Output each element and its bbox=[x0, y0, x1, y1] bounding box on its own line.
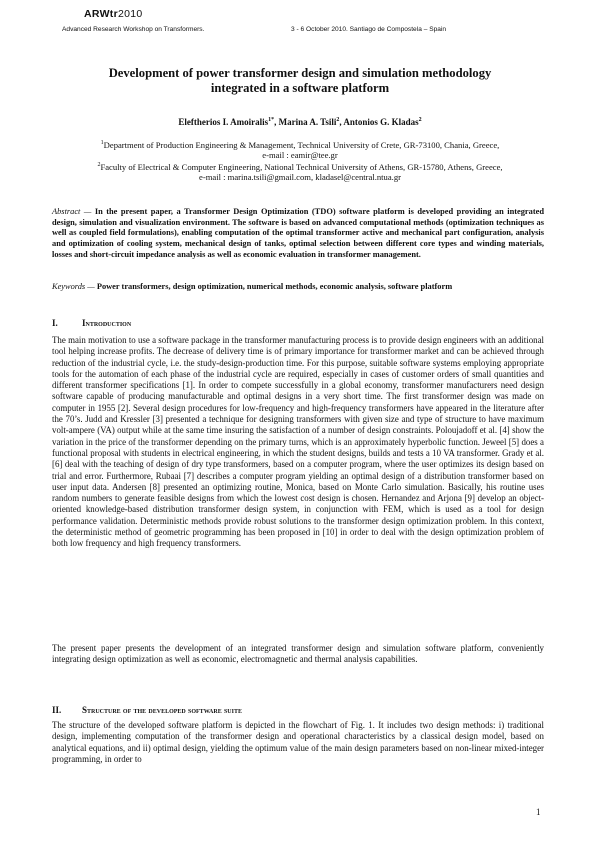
section-heading-structure bbox=[52, 705, 242, 715]
title-line-2: integrated in a software platform bbox=[210, 81, 390, 95]
title-line-1: Development of power transformer design and simulation methodology bbox=[108, 66, 492, 80]
conference-subtitle: Advanced Research Workshop on Transformers. bbox=[62, 26, 205, 33]
abstract bbox=[52, 207, 544, 261]
affiliation-2-address: Faculty of Electrical & Computer Engineering, National Technical University of Athens, GR-15780, Athens, Greece, bbox=[100, 161, 503, 172]
section-2-title: Structure of the developed software suite bbox=[82, 705, 242, 715]
author-2-sup: 2 bbox=[336, 117, 340, 123]
abstract-label: Abstract — bbox=[52, 207, 92, 216]
intro-paragraph-1: The main motivation to use a software package in the transformer manufacturing process is to provide design engineers with an additional tool helping increase profits. The decrease of delivery time is of primary importance for transformer market and can be achieved through reduction of the industrial cycle, i.e. the study-design-production time. For this purpose, suitable software systems employing appropriate tools for the automation of each phase of the industrial cycle are required, especially in cases of customer orders of small quantities and different transformer specifications [1]. In order to compete successfully in a global economy, transformer manufacturers need design software capable of producing manufacturable and optimal designs in a very short time. The first transformer design was made on computer in 1955 [2]. Several design procedures for low-frequency and high-frequency transformers have appeared in the literature after the 70’s. Judd and Kressler [3] presented a technique for designing transformers with given size and type of structure to have maximum volt-ampere (VA) output while at the same time insuring the satisfaction of a number of design constraints. Poloujadoff et al. [4] show the variation in the price of the transformer depending on the primary turns, which is an approximately hyperbolic function. Jeweel [5] does a functional proposal with students in electrical engineering, in which the student designs, builds and tests a 10 VA transformer. Grady et al. [6] deal with the teaching of design of dry type transformers, based on a computer program, where the user optimizes its design based on trial and error. Furthermore, Rubaai [7] describes a computer program yielding an optimal design of a distribution transformer based on user input data. Andersen [8] presented an optimizing routine, Monica, based on Monte Carlo simulation. Basically, his routine uses random numbers to generate feasible designs from which the lowest cost design is chosen. Hernandez and Arjona [9] develop an object-oriented knowledge-based distribution transformer design system, in conjunction with FEM, which is used as a tool for design performance validation. Deterministic methods provide robust solutions to the transformer design optimization problem. In this context, the deterministic method of geometric programming has been proposed in [10] in order to deal with the design optimization problem of both low frequency and high frequency transformers. bbox=[52, 335, 544, 549]
conference-name bbox=[84, 8, 143, 20]
affiliation-1-sup: 1 bbox=[100, 140, 104, 146]
section-1-number: I. bbox=[52, 318, 58, 328]
keywords bbox=[52, 281, 544, 292]
paper-title bbox=[60, 66, 540, 96]
author-3: , Antonios G. Kladas bbox=[339, 117, 419, 127]
affiliation-1-email: e-mail : eamir@tee.gr bbox=[262, 150, 338, 161]
affiliation-2-sup: 2 bbox=[97, 162, 101, 168]
author-1-sup: 1* bbox=[268, 117, 275, 123]
keywords-label: Keywords — bbox=[52, 282, 95, 291]
author-3-sup: 2 bbox=[418, 117, 422, 123]
author-list bbox=[60, 117, 540, 127]
affiliation-2-email: e-mail : marina.tsili@gmail.com, kladasel@central.ntua.gr bbox=[199, 172, 401, 183]
author-1: Eleftherios I. Amoiralis bbox=[178, 117, 269, 127]
conference-acronym: ARWtr bbox=[84, 8, 118, 20]
author-2: , Marina A. Tsili bbox=[274, 117, 337, 127]
affiliation-1-address: Department of Production Engineering & Management, Technical University of Crete, GR-73100, Chania, Greece, bbox=[103, 139, 500, 150]
affiliation-2 bbox=[52, 160, 548, 183]
conference-date-place: 3 - 6 October 2010. Santiago de Compostela – Spain bbox=[291, 26, 447, 33]
keywords-text: Power transformers, design optimization, numerical methods, economic analysis, software platform bbox=[94, 282, 453, 291]
page-number: 1 bbox=[536, 807, 541, 817]
section-2-number: II. bbox=[52, 705, 62, 715]
intro-paragraph-2: The present paper presents the development of an integrated transformer design and simulation software platform, conveniently integrating design optimization as well as economic, electromagnetic and thermal analysis capabilities. bbox=[52, 643, 544, 665]
abstract-text: In the present paper, a Transformer Design Optimization (TDO) software platform is developed providing an integrated design, simulation and visualization environment. The software is based on advanced computational methods (optimization techniques as well as coupled field formulations), enabling computation of the optimal transformer active and mechanical part configuration, analysis and optimization of cooling system, mechanical design of tanks, optimal selection between different core types and winding materials, losses and short-circuit impedance analysis as well as economic evaluation in transformer management. bbox=[52, 207, 545, 259]
section-heading-introduction bbox=[52, 318, 131, 328]
section-1-title: Introduction bbox=[82, 318, 132, 328]
affiliation-1 bbox=[52, 138, 548, 161]
conference-year: 2010 bbox=[117, 8, 143, 20]
structure-paragraph-1: The structure of the developed software platform is depicted in the flowchart of Fig. 1. It includes two design methods: i) traditional design, implementing computation of the transformer design and operational characteristics by a classical design model, based on analytical equations, and ii) optimal design, yielding the optimum value of the main design parameters based on non-linear mixed-integer programming, in order to bbox=[52, 720, 544, 764]
